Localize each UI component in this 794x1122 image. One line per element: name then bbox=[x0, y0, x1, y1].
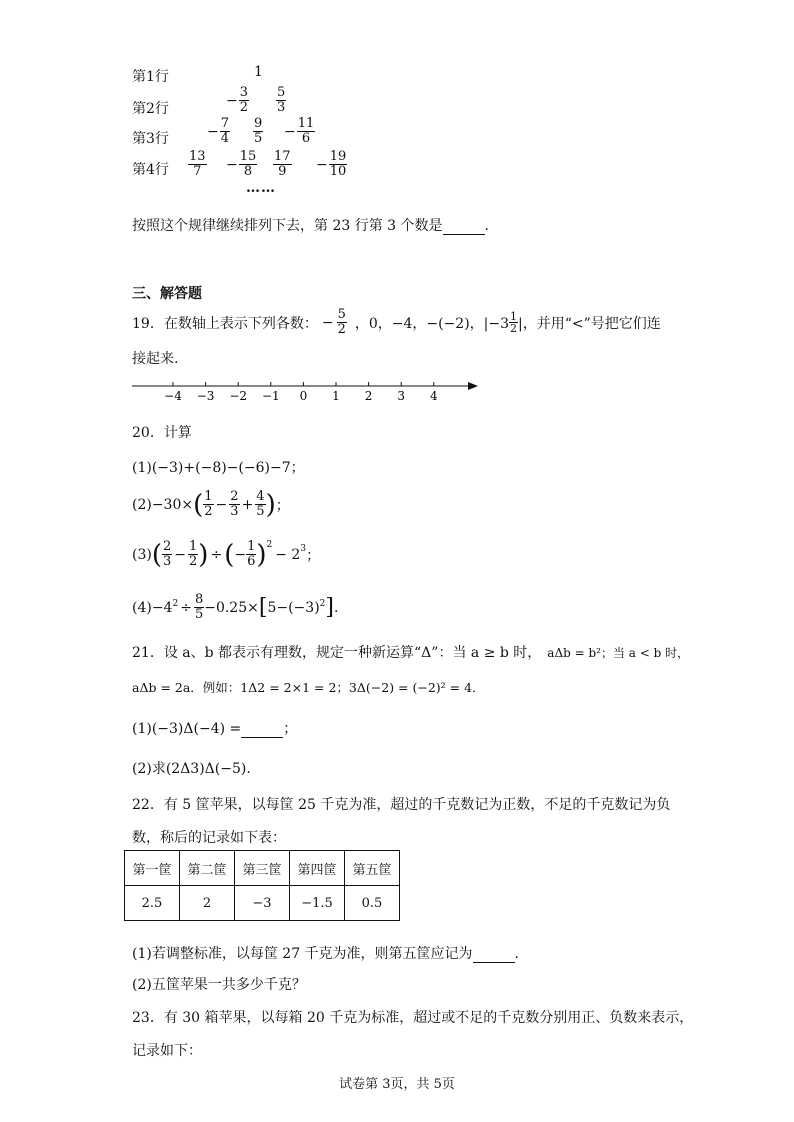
number-line-tick-label: 3 bbox=[397, 389, 406, 403]
tri-number: − $\frac{7}{4}$ bbox=[207, 116, 230, 146]
page-footer: 试卷第 3页，共 5页 bbox=[339, 1077, 455, 1092]
number-line-tick-label: 1 bbox=[332, 389, 340, 403]
table-header-cell: 第三筐 bbox=[235, 851, 290, 886]
number-line-tick-label: −4 bbox=[164, 389, 182, 403]
number-line bbox=[130, 378, 480, 404]
number-line-ticks bbox=[164, 382, 438, 403]
triangle-question: 按照这个规律继续排列下去，第 23 行第 3 个数是 . bbox=[132, 218, 489, 234]
row-label: 第1行 bbox=[132, 69, 169, 85]
q20-part3: (3) ( $\frac{2}{3}$ − $\frac{1}{2}$ ) ÷ ( − $\frac{1}{6}$ ) 2 − 2 3 ； bbox=[132, 539, 321, 570]
answer-blank[interactable] bbox=[241, 725, 283, 738]
table-header-cell: 第二筐 bbox=[180, 851, 235, 886]
q22-part2: (2)五筐苹果一共多少千克？ bbox=[132, 977, 306, 993]
row-label: 第3行 bbox=[132, 131, 169, 147]
table-row bbox=[125, 886, 400, 921]
tri-number: $\frac{5}{3}$ bbox=[277, 85, 286, 115]
number-line-arrow bbox=[468, 382, 478, 390]
ellipsis: …… bbox=[246, 180, 276, 196]
number-line-tick-label: 2 bbox=[364, 389, 373, 403]
tri-number: − $\frac{11}{6}$ bbox=[284, 116, 315, 146]
table-cell: −3 bbox=[235, 886, 290, 921]
number-line-tick-label: −1 bbox=[261, 389, 280, 403]
tri-number: $\frac{9}{5}$ bbox=[254, 116, 263, 146]
q20-title: 20．计算 bbox=[132, 425, 192, 441]
row-label: 第2行 bbox=[132, 101, 169, 117]
q20-part4: (4)−4 2 ÷ $\frac{8}{5}$ −0.25× [ 5−(−3) 2 ] . bbox=[132, 592, 339, 622]
q19-line1: 19．在数轴上表示下列各数： − $\frac{5}{2}$ ，0，−4，−(−2)，|−3 $\frac{1}{2}$ |，并用“<”号把它们连 bbox=[132, 307, 661, 337]
table-header-cell: 第四筐 bbox=[290, 851, 345, 886]
tri-number: − $\frac{15}{8}$ bbox=[226, 149, 257, 179]
tri-number: − $\frac{3}{2}$ bbox=[226, 85, 249, 115]
q22-part1: (1)若调整标准，以每筐 27 千克为准，则第五筐应记为 . bbox=[132, 946, 519, 962]
answer-blank[interactable] bbox=[473, 950, 515, 963]
answer-blank[interactable] bbox=[443, 222, 485, 235]
q21-part2: (2)求(2Δ3)Δ(−5). bbox=[132, 761, 251, 777]
q22-line1: 22．有 5 筐苹果，以每筐 25 千克为准，超过的千克数记为正数，不足的千克数记为负 bbox=[132, 797, 671, 813]
record-table bbox=[124, 850, 400, 921]
table-cell: 0.5 bbox=[345, 886, 400, 921]
tri-number: − $\frac{19}{10}$ bbox=[316, 149, 347, 179]
q23-line2: 记录如下： bbox=[132, 1043, 202, 1059]
q23-line1: 23．有 30 箱苹果，以每箱 20 千克为标准，超过或不足的千克数分别用正、负数来表示， bbox=[132, 1010, 694, 1026]
q20-part1: (1)(−3)+(−8)−(−6)−7； bbox=[132, 460, 305, 476]
q20-part2: (2)−30× ( $\frac{1}{2}$ − $\frac{2}{3}$ + $\frac{4}{5}$ ) ； bbox=[132, 489, 290, 520]
number-line-tick-label: −2 bbox=[229, 389, 248, 403]
table-cell: 2.5 bbox=[125, 886, 180, 921]
q22-line2: 数，称后的记录如下表： bbox=[132, 830, 286, 846]
table-cell: −1.5 bbox=[290, 886, 345, 921]
q21-part1: (1)(−3)Δ(−4) = ； bbox=[132, 721, 298, 737]
tri-number: $\frac{13}{7}$ bbox=[189, 149, 206, 179]
tri-number: $\frac{17}{9}$ bbox=[274, 149, 291, 179]
q21-line2: aΔb = 2a．例如：1Δ2 = 2×1 = 2；3Δ(−2) = (−2)² = 4． bbox=[132, 680, 485, 695]
q19-line2: 接起来. bbox=[132, 351, 179, 367]
row-label: 第4行 bbox=[132, 162, 169, 178]
number-line-tick-label: 4 bbox=[429, 389, 438, 403]
table-cell: 2 bbox=[180, 886, 235, 921]
q21-line1: 21．设 a、b 都表示有理数，规定一种新运算“Δ”：当 a ≥ b 时， aΔb = b²；当 a < b 时， bbox=[132, 645, 690, 661]
table-header-cell: 第五筐 bbox=[345, 851, 400, 886]
table-header-cell: 第一筐 bbox=[125, 851, 180, 886]
number-line-tick-label: 0 bbox=[299, 389, 308, 403]
number-line-tick-label: −3 bbox=[196, 389, 215, 403]
section-title: 三、解答题 bbox=[132, 286, 202, 302]
table-header-row bbox=[125, 851, 400, 886]
tri-number: 1 bbox=[254, 64, 263, 80]
